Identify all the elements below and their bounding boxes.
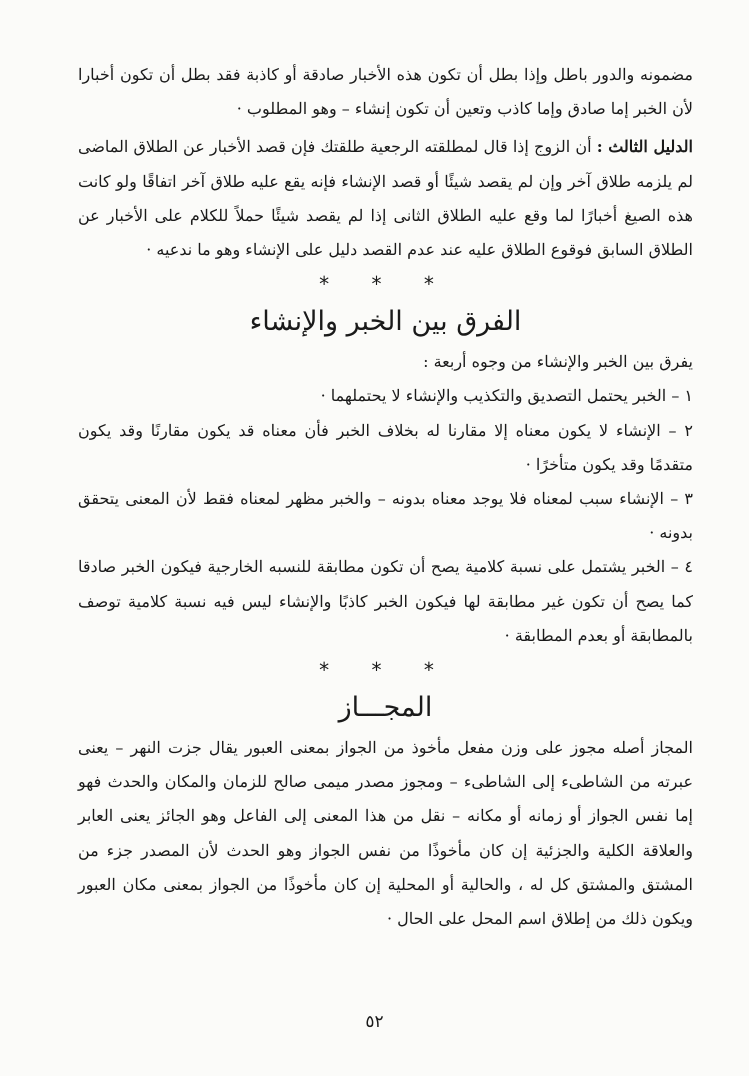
list-item: ٣ – الإنشاء سبب لمعناه فلا يوجد معناه بدونه – والخبر مظهر لمعناه فقط لأن المعنى يتحقق بدونه ·	[78, 489, 693, 543]
list-item: ٤ – الخبر يشتمل على نسبة كلامية يصح أن تكون مطابقة للنسبه الخارجية فيكون الخبر صادقا كما يصح أن تكون غير مطابقة لها فيكون الخبر كاذبًا والإنشاء ليس فيه نسبة كلامية توصف بالمطابقة أو بعدم المطابقة ·	[78, 557, 694, 645]
list-item: ١ – الخبر يحتمل التصديق والتكذيب والإنشاء لا يحتملهما ·	[320, 386, 693, 406]
third-proof-text: أن الزوج إذا قال لمطلقته الرجعية طلقتك فإن قصد الأخبار عن الطلاق الماضى لم يلزمه طلاق آخر وإن لم يقصد شيئًا أو قصد الإنشاء فإنه يقع عليه طلاق آخر اتفاقًا ولو كانت هذه الصيغ أخبارًا لما وقع عليه الطلاق الثانى إذا لم يقصد شيئًا حملاً للكلام على الأخبار عن الطلاق السابق فوقوع الطلاق عليه عند عدم القصد دليل على الإنشاء وهو ما ندعيه ·	[78, 137, 693, 260]
paragraph-1: مضمونه والدور باطل وإذا بطل أن تكون هذه الأخبار صادقة أو كاذبة فقد بطل أن تكون أخبارا لأن الخبر إما صادق وإما كاذب وتعين أن تكون إنشاء – وهو المطلوب ·	[78, 65, 693, 119]
list-item: ٢ – الإنشاء لا يكون معناه إلا مقارنا له بخلاف الخبر فأن معناه قد يكون مقارنًا وقد يكون متقدمًا وقد يكون متأخرًا ·	[78, 420, 693, 474]
text-column	[78, 58, 693, 936]
paragraph-2	[78, 130, 693, 267]
page-number: ٥٢	[365, 1012, 384, 1032]
section-separator: * * *	[319, 658, 452, 683]
section-heading-difference: الفرق بين الخبر والإنشاء	[249, 306, 522, 338]
majaz-paragraph: المجاز أصله مجوز على وزن مفعل مأخوذ من الجواز بمعنى العبور يقال جزت النهر – يعنى عبرته من الشاطىء إلى الشاطىء – ومجوز مصدر ميمى صالح للزمان والمكان والحدث فهو إما نفس الجواز أو زمانه أو مكانه – نقل من هذا المعنى إلى الفاعل وهو الجائز يعنى العابر والعلاقة الكلية والجزئية إن كان مأخوذًا من نفس الجواز وهو الحدث لأن المصدر جزء من المشتق والمشتق كل له ، والحالية أو المحلية إن كان مأخوذًا من الجواز بمعنى مكان العبور ويكون ذلك من إطلاق اسم المحل على الحال ·	[78, 738, 694, 929]
section-separator: * * *	[319, 272, 452, 297]
section-heading-majaz: المجـــاز	[338, 692, 433, 724]
intro-line: يفرق بين الخبر والإنشاء من وجوه أربعة :	[423, 352, 693, 372]
third-proof-label: الدليل الثالث :	[596, 137, 693, 157]
